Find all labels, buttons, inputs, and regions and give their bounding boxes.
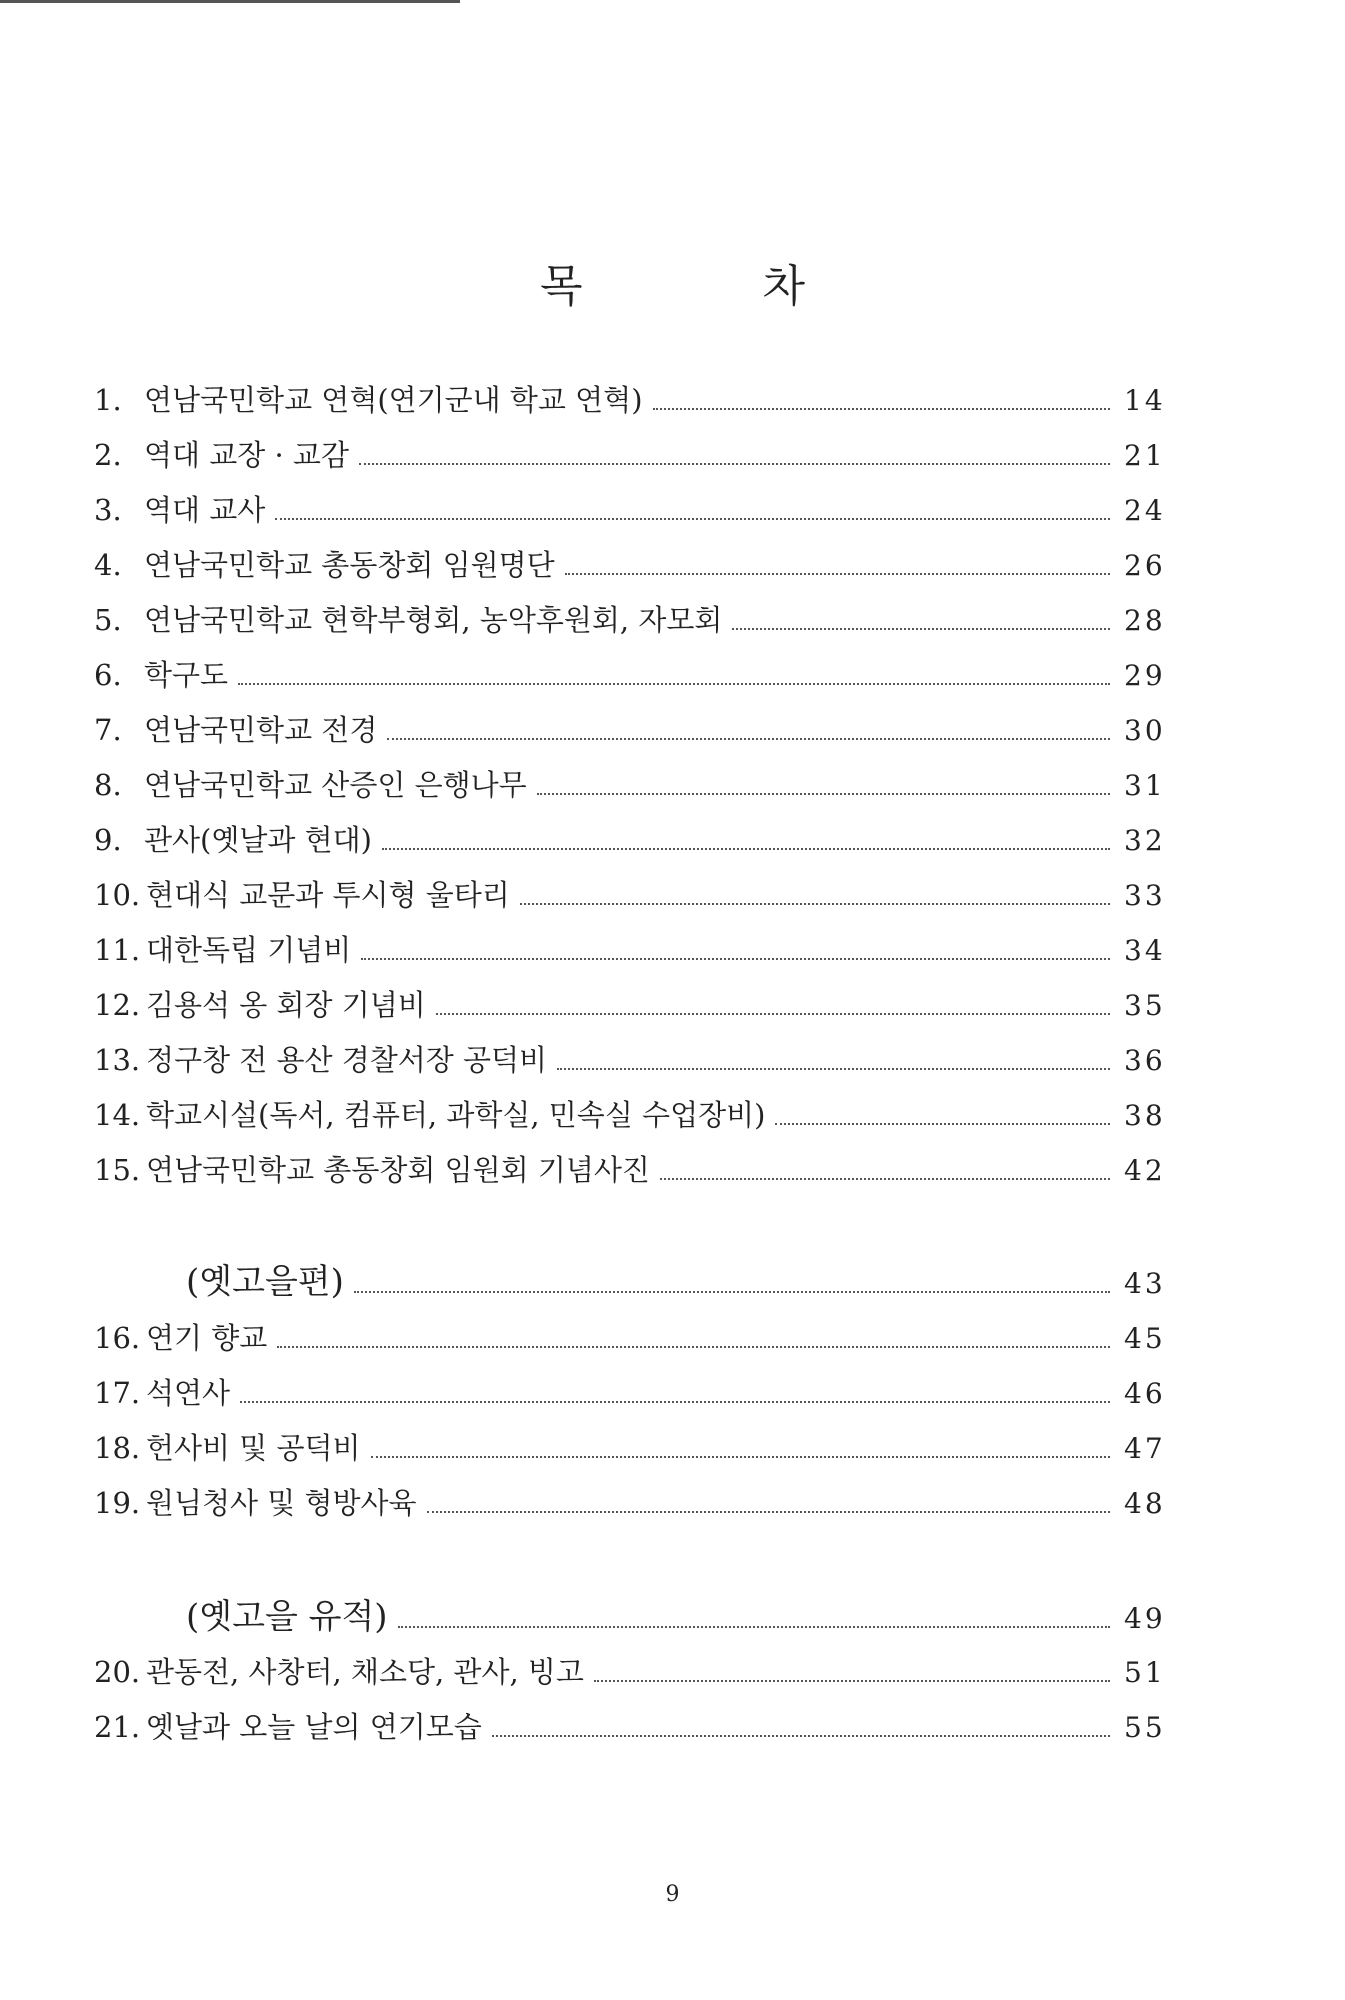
dot-leader: [427, 1511, 1110, 1513]
toc-entry[interactable]: [94, 923, 1164, 978]
dot-leader: [594, 1680, 1110, 1682]
toc-group-2: [94, 1311, 1164, 1531]
toc-entry[interactable]: [94, 1366, 1164, 1421]
dot-leader: [565, 573, 1110, 575]
entry-label: 학교시설(독서, 컴퓨터, 과학실, 민속실 수업장비): [146, 1098, 766, 1132]
entry-label: 연남국민학교 연혁(연기군내 학교 연혁): [144, 383, 643, 417]
dot-leader: [436, 1013, 1110, 1015]
dot-leader: [537, 793, 1110, 795]
dot-leader: [371, 1456, 1110, 1458]
entry-label: 헌사비 및 공덕비: [146, 1431, 361, 1465]
entry-number: 17.: [94, 1376, 141, 1410]
entry-label: 연남국민학교 산증인 은행나무: [144, 768, 527, 802]
page-title: [0, 250, 1345, 314]
toc-section-1: [94, 1255, 1164, 1310]
entry-number: 15.: [94, 1153, 141, 1187]
entry-page: 32: [1124, 824, 1166, 857]
title-char-1: 목: [539, 261, 583, 312]
toc-entry[interactable]: [94, 978, 1164, 1033]
dot-leader: [238, 683, 1110, 685]
section-label: (옛고을 유적): [186, 1597, 388, 1637]
entry-page: 26: [1124, 549, 1166, 582]
dot-leader: [275, 518, 1110, 520]
toc-entry[interactable]: [94, 758, 1164, 813]
dot-leader: [520, 903, 1110, 905]
dot-leader: [361, 958, 1110, 960]
toc-entry[interactable]: [94, 1700, 1164, 1755]
dot-leader: [398, 1626, 1110, 1628]
entry-page: 49: [1124, 1602, 1166, 1635]
toc-entry[interactable]: [94, 1476, 1164, 1531]
entry-label: 역대 교사: [144, 493, 266, 527]
section-heading[interactable]: [94, 1255, 1164, 1310]
entry-page: 48: [1124, 1487, 1166, 1520]
entry-label: 연남국민학교 현학부형회, 농악후원회, 자모회: [144, 603, 723, 637]
dot-leader: [653, 408, 1110, 410]
entry-number: 5.: [94, 603, 122, 637]
entry-number: 10.: [94, 878, 141, 912]
entry-number: 7.: [94, 713, 122, 747]
entry-label: 원님청사 및 형방사육: [146, 1486, 417, 1520]
entry-page: 24: [1124, 494, 1166, 527]
entry-label: 대한독립 기념비: [146, 933, 352, 967]
dot-leader: [382, 848, 1110, 850]
entry-label: 연남국민학교 전경: [144, 713, 378, 747]
entry-page: 21: [1124, 439, 1166, 472]
entry-number: 12.: [94, 988, 141, 1022]
entry-label: 연남국민학교 총동창회 임원명단: [144, 548, 555, 582]
toc-entry[interactable]: [94, 703, 1164, 758]
toc-entry[interactable]: [94, 1421, 1164, 1476]
entry-label: 연남국민학교 총동창회 임원회 기념사진: [146, 1153, 650, 1187]
toc-section-2: [94, 1590, 1164, 1645]
entry-label: 관사(옛날과 현대): [144, 823, 372, 857]
entry-label: 정구창 전 용산 경찰서장 공덕비: [146, 1043, 548, 1077]
entry-page: 31: [1124, 769, 1166, 802]
entry-page: 36: [1124, 1044, 1166, 1077]
entry-number: 19.: [94, 1486, 141, 1520]
section-label: (옛고을편): [186, 1262, 344, 1302]
entry-page: 29: [1124, 659, 1166, 692]
entry-label: 역대 교장 · 교감: [144, 438, 349, 472]
entry-page: 35: [1124, 989, 1166, 1022]
toc-entry[interactable]: [94, 813, 1164, 868]
entry-number: 9.: [94, 823, 122, 857]
dot-leader: [775, 1123, 1110, 1125]
dot-leader: [732, 628, 1110, 630]
entry-number: 20.: [94, 1655, 141, 1689]
dot-leader: [359, 463, 1110, 465]
toc-entry[interactable]: [94, 1088, 1164, 1143]
toc-entry[interactable]: [94, 538, 1164, 593]
dot-leader: [240, 1401, 1110, 1403]
title-char-2: 차: [762, 261, 806, 312]
entry-page: 14: [1124, 384, 1166, 417]
entry-page: 42: [1124, 1154, 1166, 1187]
page-number: 9: [665, 1882, 680, 1907]
toc-entry[interactable]: [94, 1645, 1164, 1700]
entry-number: 16.: [94, 1321, 141, 1355]
toc-entry[interactable]: [94, 1033, 1164, 1088]
toc-entry[interactable]: [94, 868, 1164, 923]
entry-number: 14.: [94, 1098, 141, 1132]
entry-number: 21.: [94, 1710, 141, 1744]
entry-label: 석연사: [146, 1376, 231, 1410]
section-heading[interactable]: [94, 1590, 1164, 1645]
entry-page: 34: [1124, 934, 1166, 967]
toc-group-3: [94, 1645, 1164, 1755]
entry-page: 51: [1124, 1656, 1166, 1689]
entry-number: 18.: [94, 1431, 141, 1465]
entry-number: 1.: [94, 383, 122, 417]
entry-label: 옛날과 오늘 날의 연기모습: [146, 1710, 482, 1744]
entry-page: 33: [1124, 879, 1166, 912]
toc-entry[interactable]: [94, 483, 1164, 538]
dot-leader: [492, 1735, 1110, 1737]
entry-page: 43: [1124, 1267, 1166, 1300]
entry-page: 38: [1124, 1099, 1166, 1132]
entry-number: 3.: [94, 493, 122, 527]
entry-page: 30: [1124, 714, 1166, 747]
toc-entry[interactable]: [94, 1143, 1164, 1198]
entry-page: 46: [1124, 1377, 1166, 1410]
entry-page: 45: [1124, 1322, 1166, 1355]
toc-entry[interactable]: [94, 1311, 1164, 1366]
entry-page: 47: [1124, 1432, 1166, 1465]
top-rule: [0, 0, 460, 3]
entry-number: 4.: [94, 548, 122, 582]
toc-entry[interactable]: [94, 428, 1164, 483]
entry-page: 55: [1124, 1711, 1166, 1744]
dot-leader: [354, 1291, 1110, 1293]
entry-number: 2.: [94, 438, 122, 472]
toc-entry[interactable]: [94, 648, 1164, 703]
entry-page: 28: [1124, 604, 1166, 637]
entry-number: 13.: [94, 1043, 141, 1077]
toc-entry[interactable]: [94, 373, 1164, 428]
toc-entry[interactable]: [94, 593, 1164, 648]
dot-leader: [387, 738, 1110, 740]
entry-label: 관동전, 사창터, 채소당, 관사, 빙고: [146, 1655, 584, 1689]
entry-number: 8.: [94, 768, 122, 802]
entry-label: 현대식 교문과 투시형 울타리: [146, 878, 510, 912]
entry-number: 11.: [94, 933, 141, 967]
dot-leader: [660, 1178, 1110, 1180]
toc-group-1: [94, 373, 1164, 1198]
entry-label: 김용석 옹 회장 기념비: [146, 988, 426, 1022]
dot-leader: [277, 1346, 1110, 1348]
dot-leader: [557, 1068, 1110, 1070]
entry-label: 학구도: [144, 658, 229, 692]
entry-number: 6.: [94, 658, 122, 692]
entry-label: 연기 향교: [146, 1321, 268, 1355]
